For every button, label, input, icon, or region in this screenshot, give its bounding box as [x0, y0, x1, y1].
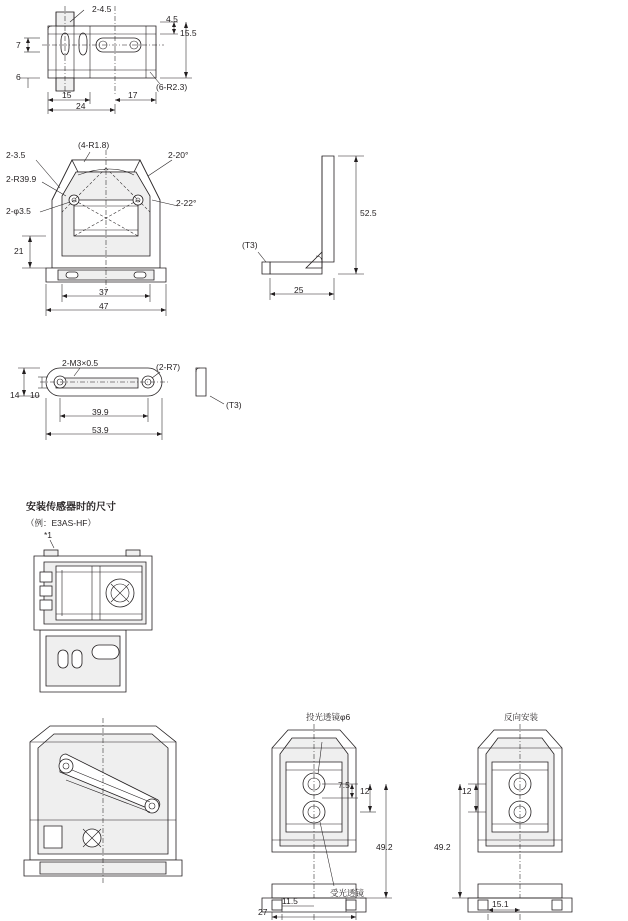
front-view-geometry [36, 150, 178, 292]
label-37: 37 [99, 287, 109, 297]
label-4-5: 4.5 [166, 14, 178, 24]
label-49-2-right: 49.2 [434, 842, 451, 852]
label-2-4-5: 2-4.5 [92, 4, 112, 14]
label-17: 17 [128, 90, 138, 100]
label-2-m3x0-5: 2-M3×0.5 [62, 358, 99, 368]
emitter-lens-title: 投光透镜φ6 [306, 712, 351, 722]
label-2-22deg: 2-22° [176, 198, 197, 208]
receiver-lens-note: 受光透镜 [330, 888, 365, 898]
label-39-9: 39.9 [92, 407, 109, 417]
label-49-2-center: 49.2 [376, 842, 393, 852]
label-53-9: 53.9 [92, 425, 109, 435]
label-15-1: 15.1 [492, 899, 509, 909]
label-14: 14 [10, 390, 20, 400]
bottom-left-view [24, 718, 182, 884]
sensor-section-subheading: （例：E3AS-HF） [26, 518, 96, 528]
sensor-mounted-view [34, 540, 152, 692]
label-t3-side: (T3) [242, 240, 258, 250]
sensor-note-star1: *1 [44, 530, 53, 540]
label-2-3-5: 2-3.5 [6, 150, 26, 160]
label-2-phi-3-5: 2-φ3.5 [6, 206, 31, 216]
side-view-geometry [262, 156, 334, 274]
sensor-section-heading: 安装传感器时的尺寸 [26, 502, 116, 513]
label-15: 15 [62, 90, 72, 100]
label-12-center: 12 [360, 786, 370, 796]
label-t3-bracket: (T3) [226, 400, 242, 410]
label-47: 47 [99, 301, 109, 311]
top-view-geometry [42, 6, 164, 96]
side-view-dimensions [258, 156, 364, 300]
label-10: 10 [30, 390, 40, 400]
label-15-5: 15.5 [180, 28, 197, 38]
label-6-r2-3: (6-R2.3) [156, 82, 188, 92]
label-24: 24 [76, 101, 86, 111]
label-4-r1-8: (4-R1.8) [78, 140, 110, 150]
label-2-r7: (2-R7) [156, 362, 181, 372]
label-27: 27 [258, 907, 268, 917]
label-21: 21 [14, 246, 24, 256]
label-2-20deg: 2-20° [168, 150, 189, 160]
label-2-r39-9: 2-R39.9 [6, 174, 37, 184]
label-11-5: 11.5 [282, 896, 298, 906]
label-7: 7 [16, 40, 21, 50]
label-25: 25 [294, 285, 304, 295]
reverse-mount-title: 反向安装 [504, 712, 539, 722]
label-6: 6 [16, 72, 21, 82]
label-52-5: 52.5 [360, 208, 377, 218]
label-12-right: 12 [462, 786, 472, 796]
bracket-view-geometry [40, 368, 224, 404]
bottom-right-view [468, 724, 572, 914]
label-7-5: 7.5 [338, 780, 350, 790]
bottom-center-view [262, 724, 366, 914]
